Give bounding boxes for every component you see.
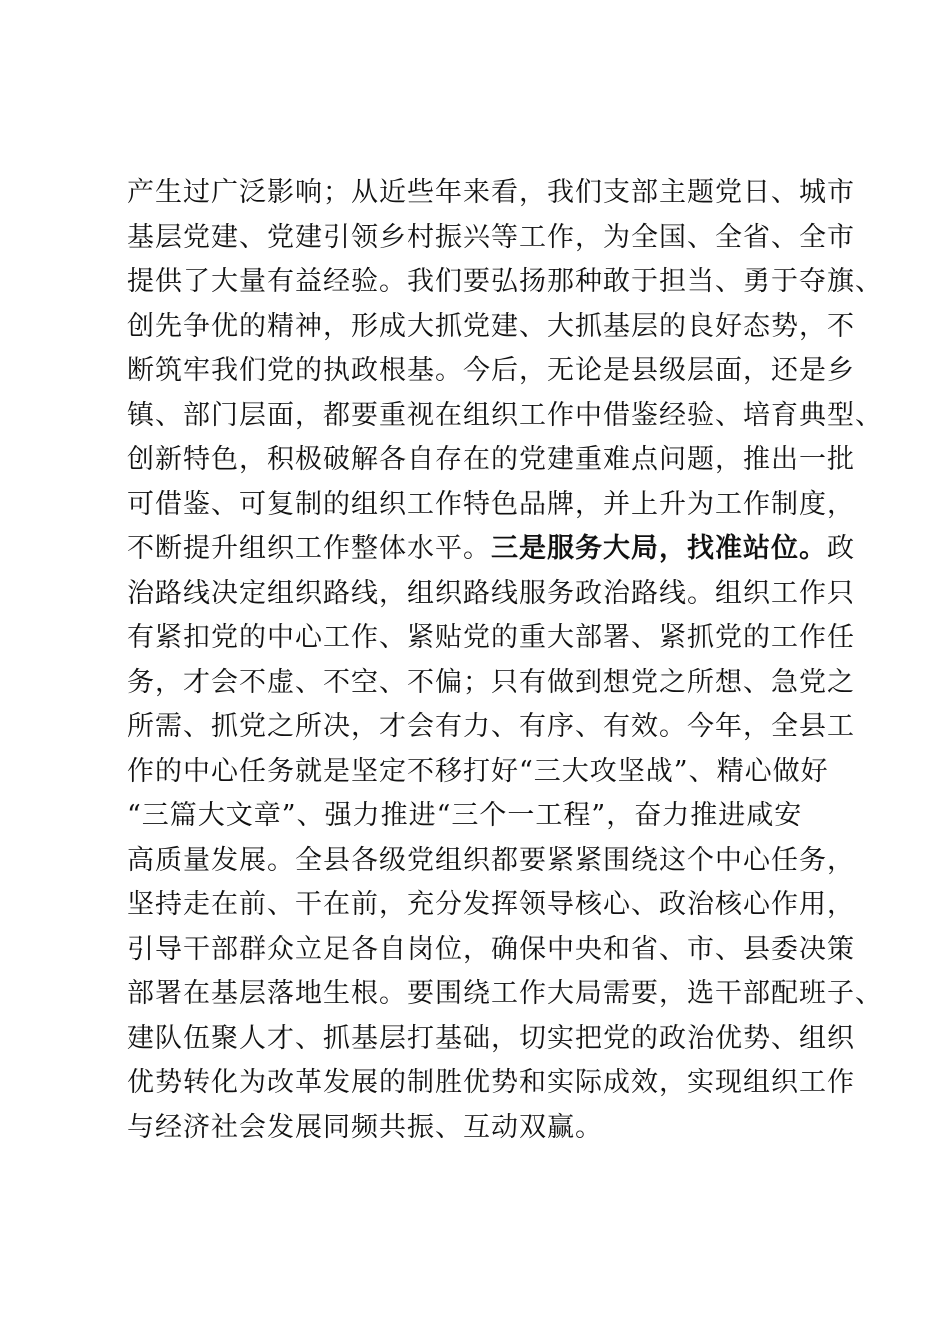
bold-heading: 三是服务大局，找准站位。 xyxy=(491,533,827,564)
text-line: 治路线决定组织路线，组织路线服务政治路线。组织工作只 xyxy=(127,577,855,609)
text-line: 优势转化为改革发展的制胜优势和实际成效，实现组织工作 xyxy=(127,1067,855,1098)
text-line: 产生过广泛影响；从近些年来看，我们支部主题党日、城市 xyxy=(127,177,855,208)
text-segment: 不断提升组织工作整体水平。 xyxy=(127,533,491,564)
text-line: 作的中心任务就是坚定不移打好“三大攻坚战”、精心做好 xyxy=(127,755,829,787)
text-line: 镇、部门层面，都要重视在组织工作中借鉴经验、培育典型、 xyxy=(127,399,883,431)
text-line xyxy=(127,527,855,572)
text-segment: 政 xyxy=(827,533,855,564)
text-line: 坚持走在前、干在前，充分发挥领导核心、政治核心作用， xyxy=(127,889,855,920)
text-line: 有紧扣党的中心工作、紧贴党的重大部署、紧抓党的工作任 xyxy=(127,622,855,653)
text-line: 提供了大量有益经验。我们要弘扬那种敢于担当、勇于夺旗、 xyxy=(127,266,883,297)
text-line: 部署在基层落地生根。要围绕工作大局需要，选干部配班子、 xyxy=(127,978,883,1009)
body-text xyxy=(127,171,883,1150)
text-line: 创先争优的精神，形成大抓党建、大抓基层的良好态势，不 xyxy=(127,310,855,342)
text-line: 创新特色，积极破解各自存在的党建重难点问题，推出一批 xyxy=(127,444,855,475)
text-line: 务，才会不虚、不空、不偏；只有做到想党之所想、急党之 xyxy=(127,666,855,698)
text-line: 可借鉴、可复制的组织工作特色品牌，并上升为工作制度， xyxy=(127,488,855,520)
text-line: 所需、抓党之所决，才会有力、有序、有效。今年，全县工 xyxy=(127,711,855,742)
text-line: 断筑牢我们党的执政根基。今后，无论是县级层面，还是乡 xyxy=(127,355,855,386)
text-line: 建队伍聚人才、抓基层打基础，切实把党的政治优势、组织 xyxy=(127,1022,855,1054)
text-line: 引导干部群众立足各自岗位，确保中央和省、市、县委决策 xyxy=(127,933,855,965)
text-line: 基层党建、党建引领乡村振兴等工作，为全国、全省、全市 xyxy=(127,221,855,253)
text-line: 与经济社会发展同频共振、互动双赢。 xyxy=(127,1111,603,1143)
text-line: “三篇大文章”、强力推进“三个一工程”，奋力推进咸安 xyxy=(127,800,803,831)
text-line: 高质量发展。全县各级党组织都要紧紧围绕这个中心任务， xyxy=(127,844,855,876)
